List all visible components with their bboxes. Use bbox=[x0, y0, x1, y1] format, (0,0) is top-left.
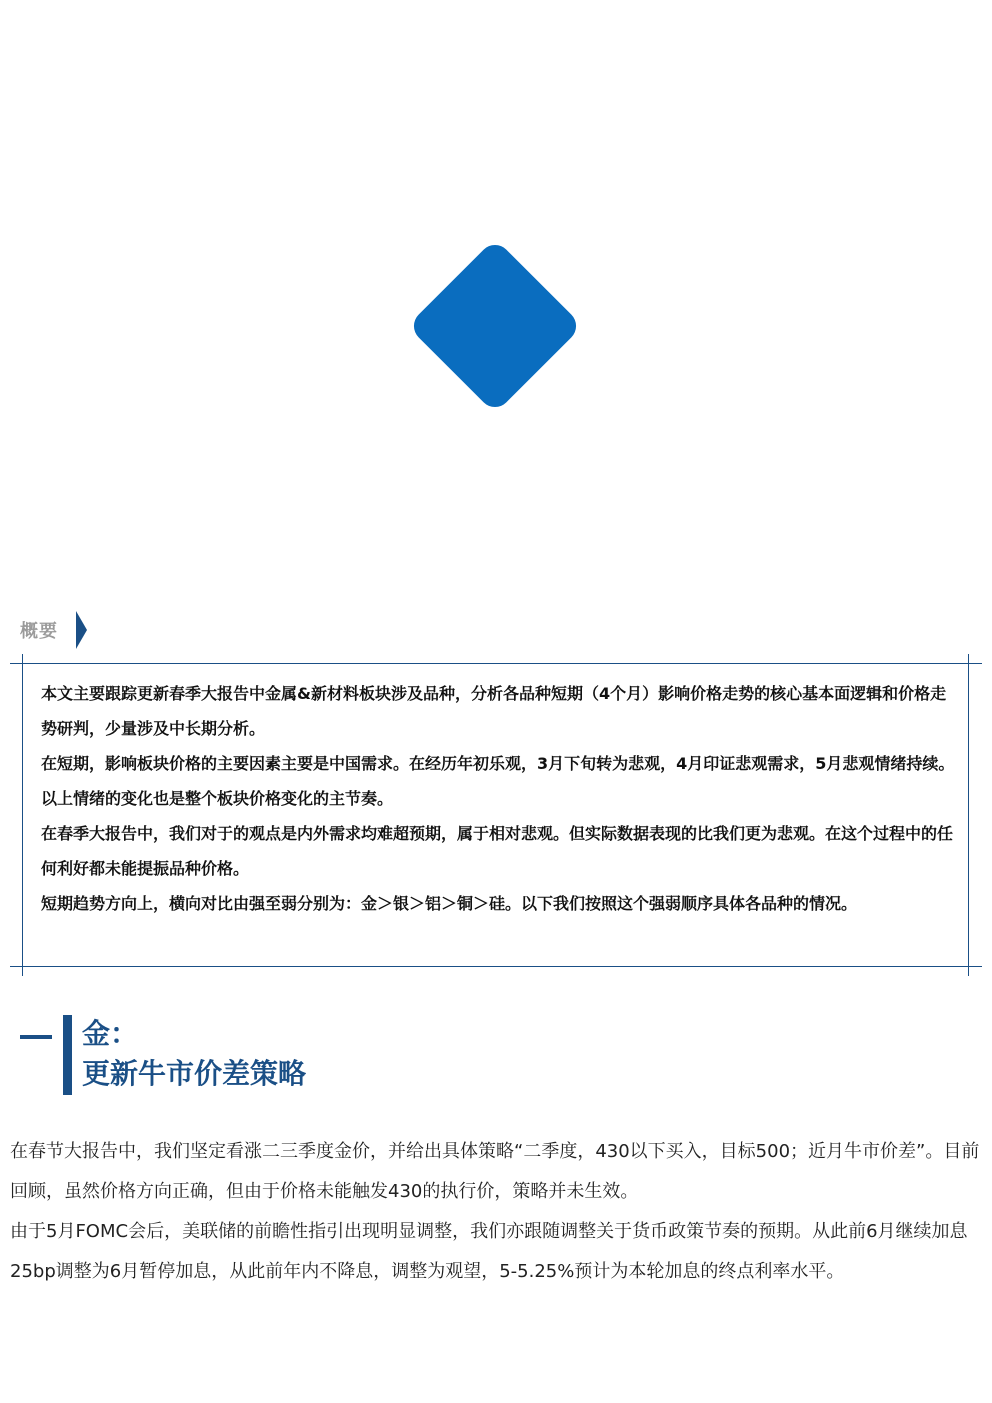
summary-paragraph: 在短期，影响板块价格的主要因素主要是中国需求。在经历年初乐观，3月下旬转为悲观，4月印证悲观需求，5月悲观情绪持续。以上情绪的变化也是整个板块价格变化的主节奏。 bbox=[41, 754, 955, 808]
summary-right-border bbox=[968, 654, 969, 976]
summary-box bbox=[41, 676, 956, 921]
summary-bottom-border bbox=[10, 966, 982, 967]
section-accent-bar bbox=[63, 1015, 72, 1095]
summary-paragraph: 短期趋势方向上，横向对比由强至弱分别为：金＞银＞铝＞铜＞硅。以下我们按照这个强弱顺序具体各品种的情况。 bbox=[41, 894, 858, 913]
summary-top-border bbox=[10, 663, 982, 664]
section-number-mark bbox=[20, 1035, 52, 1039]
summary-label: 概要 bbox=[20, 621, 58, 642]
section-title-line2: 更新牛市价差策略 bbox=[82, 1057, 307, 1090]
section-title-line1: 金： bbox=[82, 1017, 139, 1050]
summary-paragraph: 本文主要跟踪更新春季大报告中金属&新材料板块涉及品种，分析各品种短期（4个月）影响价格走势的核心基本面逻辑和价格走势研判，少量涉及中长期分析。 bbox=[41, 684, 947, 738]
summary-left-border bbox=[22, 654, 23, 976]
diamond-logo bbox=[407, 238, 582, 413]
chevron-right-icon bbox=[76, 611, 87, 649]
body-paragraph: 由于5月FOMC会后，美联储的前瞻性指引出现明显调整，我们亦跟随调整关于货币政策节奏的预期。从此前6月继续加息25bp调整为6月暂停加息，从此前年内不降息，调整为观望，5-5.25%预计为本轮加息的终点利率水平。 bbox=[10, 1221, 968, 1282]
section-body bbox=[10, 1132, 985, 1292]
section-heading bbox=[82, 1014, 306, 1094]
body-paragraph: 在春节大报告中，我们坚定看涨二三季度金价，并给出具体策略“二季度，430以下买入，目标500；近月牛市价差”。目前回顾，虽然价格方向正确，但由于价格未能触发430的执行价，策略并未生效。 bbox=[10, 1141, 980, 1202]
summary-paragraph: 在春季大报告中，我们对于的观点是内外需求均难超预期，属于相对悲观。但实际数据表现的比我们更为悲观。在这个过程中的任何利好都未能提振品种价格。 bbox=[41, 824, 954, 878]
